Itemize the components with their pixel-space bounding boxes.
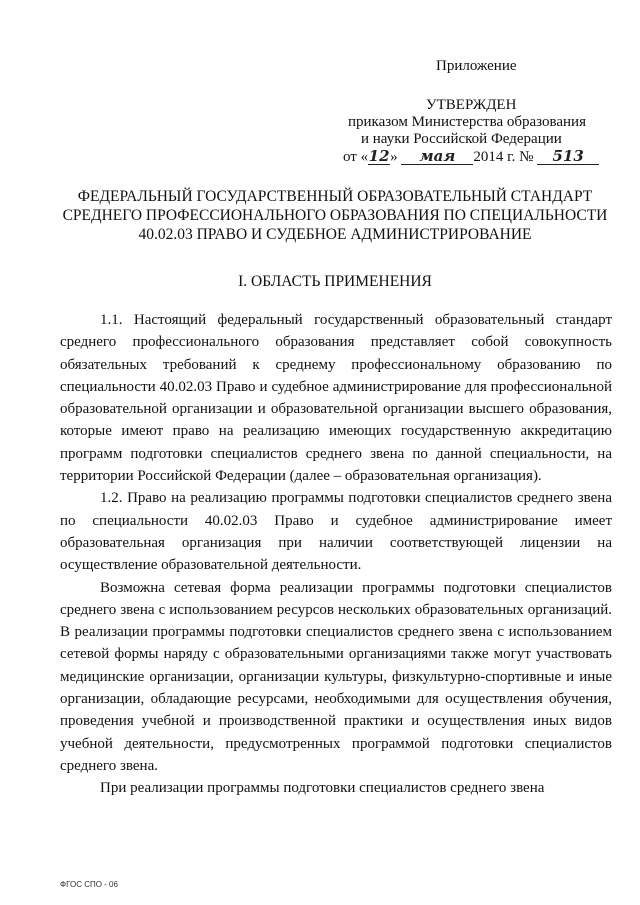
date-mid: » xyxy=(390,149,398,165)
date-month: мая xyxy=(401,148,473,165)
footer-code: ФГОС СПО - 06 xyxy=(60,880,118,889)
date-year: 2014 г. № xyxy=(473,149,534,165)
title-line-2: СРЕДНЕГО ПРОФЕССИОНАЛЬНОГО ОБРАЗОВАНИЯ ПО СПЕЦИАЛЬНОСТИ xyxy=(62,207,608,224)
order-number: 513 xyxy=(537,148,599,165)
paragraph-1-2: 1.2. Право на реализацию программы подготовки специалистов среднего звена по специальности 40.02.03 Право и судебное администрирование имеет образовательная организация при наличии соответствующей лицензии на осуществление образовательной деятельности. xyxy=(60,490,612,574)
title-line-1: ФЕДЕРАЛЬНЫЙ ГОСУДАРСТВЕННЫЙ ОБРАЗОВАТЕЛЬНЫЙ СТАНДАРТ xyxy=(77,188,593,205)
order-line-2: и науки Российской Федерации xyxy=(361,131,562,147)
approval-block xyxy=(0,0,640,170)
appendix-label: Приложение xyxy=(436,58,517,74)
body-text xyxy=(60,309,612,800)
date-prefix: от « xyxy=(343,149,369,165)
approved-label: УТВЕРЖДЕН xyxy=(426,97,517,113)
title-line-3: 40.02.03 ПРАВО И СУДЕБНОЕ АДМИНИСТРИРОВАНИЕ xyxy=(138,226,532,243)
section-heading: I. ОБЛАСТЬ ПРИМЕНЕНИЯ xyxy=(238,273,432,290)
document-title xyxy=(60,187,610,244)
paragraph-implementation: При реализации программы подготовки специалистов среднего звена xyxy=(100,780,545,797)
order-date-line xyxy=(343,148,599,167)
order-line-1: приказом Министерства образования xyxy=(348,114,586,130)
date-day: 12 xyxy=(368,147,390,165)
paragraph-network-form: Возможна сетевая форма реализации программы подготовки специалистов среднего звена с использованием ресурсов нескольких образовательных организаций. В реализации программы подготовки специалистов среднего звена с использованием сетевой формы наряду с образовательными организациями также могут участвовать медицинские организации, организации культуры, физкультурно-спортивные и иные организации, обладающие ресурсами, необходимыми для осуществления обучения, проведения учебной и производственной практики и осуществления иных видов учебной деятельности, предусмотренных программой подготовки специалистов среднего звена. xyxy=(60,579,612,774)
paragraph-1-1: 1.1. Настоящий федеральный государственный образовательный стандарт среднего профессионального образования представляет собой совокупность обязательных требований к среднему профессиональному образованию по специальности 40.02.03 Право и судебное администрирование для профессиональной образовательной организации и образовательной организации высшего образования, которые имеют право на реализацию имеющих государственную аккредитацию программ подготовки специалистов среднего звена по данной специальности, на территории Российской Федерации (далее – образовательная организация). xyxy=(60,312,612,485)
